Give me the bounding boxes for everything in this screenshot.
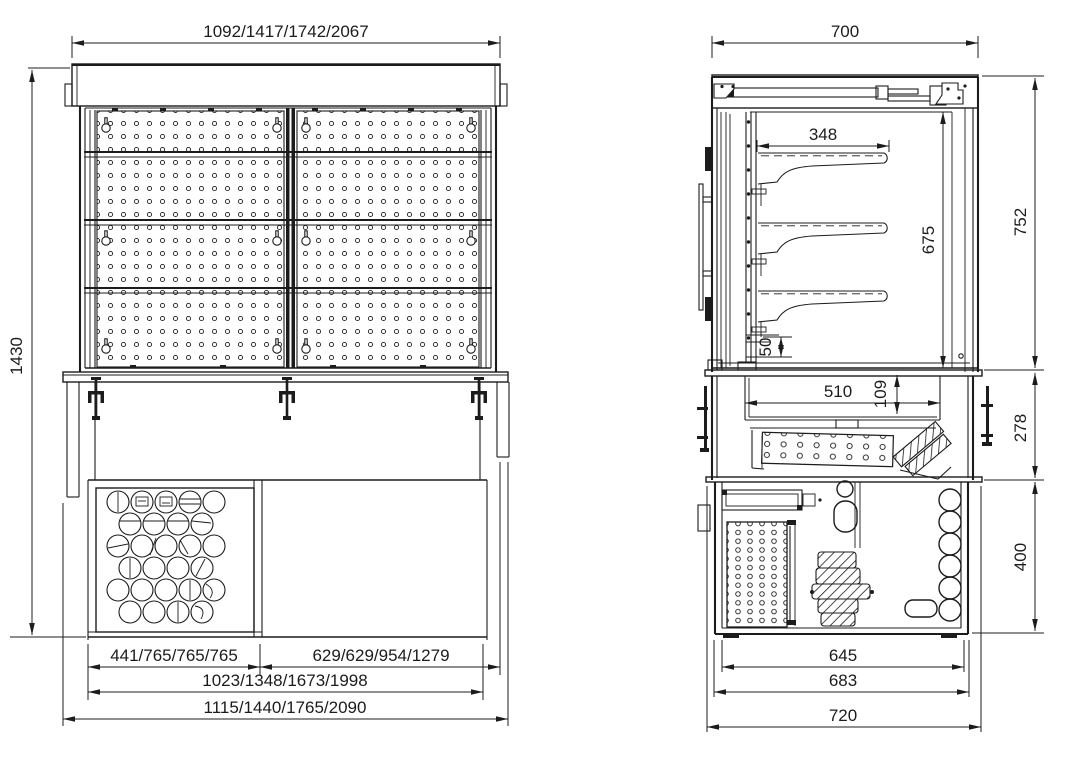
clamp [471,377,487,420]
side-dim-upper-height [982,76,1044,370]
shelf-bracket [752,223,887,276]
side-canopy [712,75,978,112]
shelf-bracket [752,291,887,337]
front-dim-height-label: 1430 [7,337,26,375]
side-dim-inner-height [919,112,943,368]
side-compressor [810,552,874,626]
side-well-section [697,373,1044,480]
side-view [697,22,1044,732]
front-dim-height [7,68,86,637]
side-counter-lip [705,370,982,376]
front-dim-overall-label: 1115/1440/1765/2090 [203,698,367,717]
side-pipe-hole [837,481,853,497]
side-clamp-right [981,386,993,446]
side-dim-base-overall-label: 720 [828,706,858,725]
side-dim-well-depth-label: 109 [871,379,890,409]
side-dim-shelf-depth-label: 348 [808,125,838,144]
side-dim-base-mid-label: 683 [828,671,858,690]
front-perforated-panel-right [297,111,479,367]
clamp [279,377,295,420]
clamp [88,377,104,420]
side-dim-well-width-label: 510 [823,382,853,401]
front-clamps [88,377,487,420]
side-handle-profile [699,184,703,310]
front-center-post [286,108,290,368]
side-right-wall [952,77,978,372]
side-oval-cutout-bottom [905,600,937,617]
shelf-bracket [752,153,887,206]
side-shelves [752,153,887,337]
side-oval-cutout [834,501,857,532]
side-drip-tray [722,490,802,510]
front-canopy [65,64,507,106]
front-dim-top-width [72,22,500,58]
side-frame-screws [747,120,750,339]
front-dim-top-width-label: 1092/1417/1742/2067 [203,22,369,41]
side-condenser [727,522,787,627]
side-dim-base-height-label: 400 [1011,542,1030,572]
side-fan-unit [893,422,952,479]
side-dim-mid-height-label: 278 [1011,413,1030,443]
side-dim-inner-height-label: 675 [919,225,938,255]
front-perforated-panel-left [97,111,284,367]
side-hinge-pad [705,147,713,171]
side-base-section [698,477,1044,638]
side-left-wall-assembly [699,77,756,372]
side-dim-base-inner-label: 645 [828,646,858,665]
side-vent-holes [939,489,961,621]
side-dim-upper-height-label: 752 [1011,207,1030,237]
side-hinge-pad [705,297,713,321]
front-dim-inner-total-label: 1023/1348/1673/1998 [202,671,368,690]
side-clamp-left [697,386,709,452]
front-view [7,22,509,726]
front-base [88,480,487,640]
side-dim-shelf-gap-label: 50 [756,337,775,357]
front-dim-segment-left-label: 441/765/765/765 [110,646,238,665]
side-left-bracket [698,505,710,531]
side-dim-top-width-label: 700 [830,22,860,41]
side-dim-shelf-depth [757,125,889,152]
vent-grille-holes [107,491,225,623]
front-vent-grille [96,488,254,632]
front-dims-bottom [63,462,508,726]
side-perforated-plate [762,432,894,466]
side-dim-top-width [712,22,978,58]
front-dim-segment-right-label: 629/629/954/1279 [312,646,450,665]
